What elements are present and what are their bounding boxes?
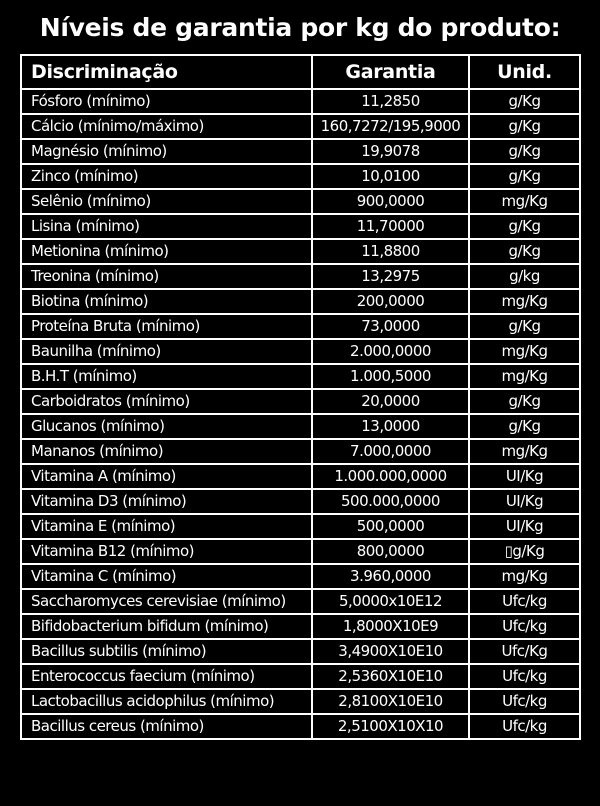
table-row xyxy=(21,314,580,339)
table-row xyxy=(21,414,580,439)
guarantee-table xyxy=(20,54,581,740)
table-row xyxy=(21,214,580,239)
cell-nutrient: Lisina (mínimo) xyxy=(21,214,312,239)
cell-nutrient: Cálcio (mínimo/máximo) xyxy=(21,114,312,139)
table-row xyxy=(21,189,580,214)
cell-nutrient: Mananos (mínimo) xyxy=(21,439,312,464)
cell-nutrient: Bifidobacterium bifidum (mínimo) xyxy=(21,614,312,639)
cell-unit: mg/Kg xyxy=(469,564,580,589)
table-row xyxy=(21,264,580,289)
cell-guarantee: 500.000,0000 xyxy=(312,489,469,514)
table-body xyxy=(21,89,580,739)
cell-nutrient: Fósforo (mínimo) xyxy=(21,89,312,114)
cell-guarantee: 1,8000X10E9 xyxy=(312,614,469,639)
cell-unit: mg/Kg xyxy=(469,339,580,364)
cell-nutrient: Carboidratos (mínimo) xyxy=(21,389,312,414)
cell-unit: Ufc/kg xyxy=(469,689,580,714)
cell-guarantee: 2,5100X10X10 xyxy=(312,714,469,739)
cell-unit: ▯g/Kg xyxy=(469,539,580,564)
cell-unit: g/Kg xyxy=(469,389,580,414)
cell-guarantee: 7.000,0000 xyxy=(312,439,469,464)
table-row xyxy=(21,389,580,414)
cell-unit: Ufc/kg xyxy=(469,664,580,689)
cell-nutrient: Enterococcus faecium (mínimo) xyxy=(21,664,312,689)
cell-unit: UI/Kg xyxy=(469,489,580,514)
cell-guarantee: 13,2975 xyxy=(312,264,469,289)
table-row xyxy=(21,164,580,189)
table-row xyxy=(21,514,580,539)
cell-nutrient: Vitamina E (mínimo) xyxy=(21,514,312,539)
cell-unit: g/kg xyxy=(469,264,580,289)
cell-unit: Ufc/Kg xyxy=(469,639,580,664)
column-header-discriminacao: Discriminação xyxy=(21,55,312,89)
cell-unit: g/Kg xyxy=(469,114,580,139)
cell-unit: Ufc/kg xyxy=(469,714,580,739)
cell-unit: g/Kg xyxy=(469,139,580,164)
table-row xyxy=(21,339,580,364)
cell-guarantee: 160,7272/195,9000 xyxy=(312,114,469,139)
table-row xyxy=(21,439,580,464)
table-row xyxy=(21,289,580,314)
table-row xyxy=(21,114,580,139)
cell-guarantee: 1.000,5000 xyxy=(312,364,469,389)
cell-nutrient: Metionina (mínimo) xyxy=(21,239,312,264)
cell-guarantee: 2,8100X10E10 xyxy=(312,689,469,714)
cell-nutrient: Vitamina C (mínimo) xyxy=(21,564,312,589)
cell-unit: g/Kg xyxy=(469,164,580,189)
cell-unit: mg/Kg xyxy=(469,364,580,389)
table-row xyxy=(21,689,580,714)
cell-guarantee: 800,0000 xyxy=(312,539,469,564)
cell-unit: g/Kg xyxy=(469,89,580,114)
cell-unit: mg/Kg xyxy=(469,439,580,464)
cell-unit: mg/Kg xyxy=(469,189,580,214)
cell-guarantee: 500,0000 xyxy=(312,514,469,539)
cell-nutrient: Magnésio (mínimo) xyxy=(21,139,312,164)
cell-unit: g/Kg xyxy=(469,239,580,264)
cell-unit: UI/Kg xyxy=(469,464,580,489)
table-row xyxy=(21,464,580,489)
cell-guarantee: 11,8800 xyxy=(312,239,469,264)
cell-unit: g/Kg xyxy=(469,314,580,339)
table-row xyxy=(21,89,580,114)
column-header-unidade: Unid. xyxy=(469,55,580,89)
table-row xyxy=(21,714,580,739)
table-row xyxy=(21,614,580,639)
table-row xyxy=(21,664,580,689)
table-row xyxy=(21,239,580,264)
cell-guarantee: 200,0000 xyxy=(312,289,469,314)
cell-unit: mg/Kg xyxy=(469,289,580,314)
cell-guarantee: 10,0100 xyxy=(312,164,469,189)
cell-unit: UI/Kg xyxy=(469,514,580,539)
cell-guarantee: 2.000,0000 xyxy=(312,339,469,364)
cell-guarantee: 20,0000 xyxy=(312,389,469,414)
cell-guarantee: 19,9078 xyxy=(312,139,469,164)
cell-unit: Ufc/kg xyxy=(469,589,580,614)
cell-unit: g/Kg xyxy=(469,214,580,239)
cell-nutrient: Bacillus subtilis (mínimo) xyxy=(21,639,312,664)
cell-unit: Ufc/kg xyxy=(469,614,580,639)
cell-guarantee: 13,0000 xyxy=(312,414,469,439)
cell-nutrient: Baunilha (mínimo) xyxy=(21,339,312,364)
page-title: Níveis de garantia por kg do produto: xyxy=(39,13,561,42)
table-row xyxy=(21,489,580,514)
cell-nutrient: Vitamina A (mínimo) xyxy=(21,464,312,489)
table-header-row xyxy=(21,55,580,89)
cell-nutrient: Vitamina D3 (mínimo) xyxy=(21,489,312,514)
cell-guarantee: 900,0000 xyxy=(312,189,469,214)
cell-nutrient: Selênio (mínimo) xyxy=(21,189,312,214)
cell-guarantee: 11,70000 xyxy=(312,214,469,239)
cell-guarantee: 3.960,0000 xyxy=(312,564,469,589)
cell-guarantee: 73,0000 xyxy=(312,314,469,339)
column-header-garantia: Garantia xyxy=(312,55,469,89)
table-row xyxy=(21,564,580,589)
cell-nutrient: Proteína Bruta (mínimo) xyxy=(21,314,312,339)
cell-nutrient: Vitamina B12 (mínimo) xyxy=(21,539,312,564)
table-row xyxy=(21,639,580,664)
cell-nutrient: Treonina (mínimo) xyxy=(21,264,312,289)
cell-unit: g/Kg xyxy=(469,414,580,439)
cell-nutrient: Glucanos (mínimo) xyxy=(21,414,312,439)
table-row xyxy=(21,364,580,389)
table-row xyxy=(21,139,580,164)
cell-guarantee: 3,4900X10E10 xyxy=(312,639,469,664)
cell-nutrient: Bacillus cereus (mínimo) xyxy=(21,714,312,739)
cell-nutrient: Saccharomyces cerevisiae (mínimo) xyxy=(21,589,312,614)
cell-guarantee: 1.000.000,0000 xyxy=(312,464,469,489)
cell-nutrient: Zinco (mínimo) xyxy=(21,164,312,189)
cell-nutrient: Lactobacillus acidophilus (mínimo) xyxy=(21,689,312,714)
cell-guarantee: 2,5360X10E10 xyxy=(312,664,469,689)
cell-nutrient: B.H.T (mínimo) xyxy=(21,364,312,389)
cell-guarantee: 5,0000x10E12 xyxy=(312,589,469,614)
cell-guarantee: 11,2850 xyxy=(312,89,469,114)
cell-nutrient: Biotina (mínimo) xyxy=(21,289,312,314)
table-row xyxy=(21,539,580,564)
table-row xyxy=(21,589,580,614)
